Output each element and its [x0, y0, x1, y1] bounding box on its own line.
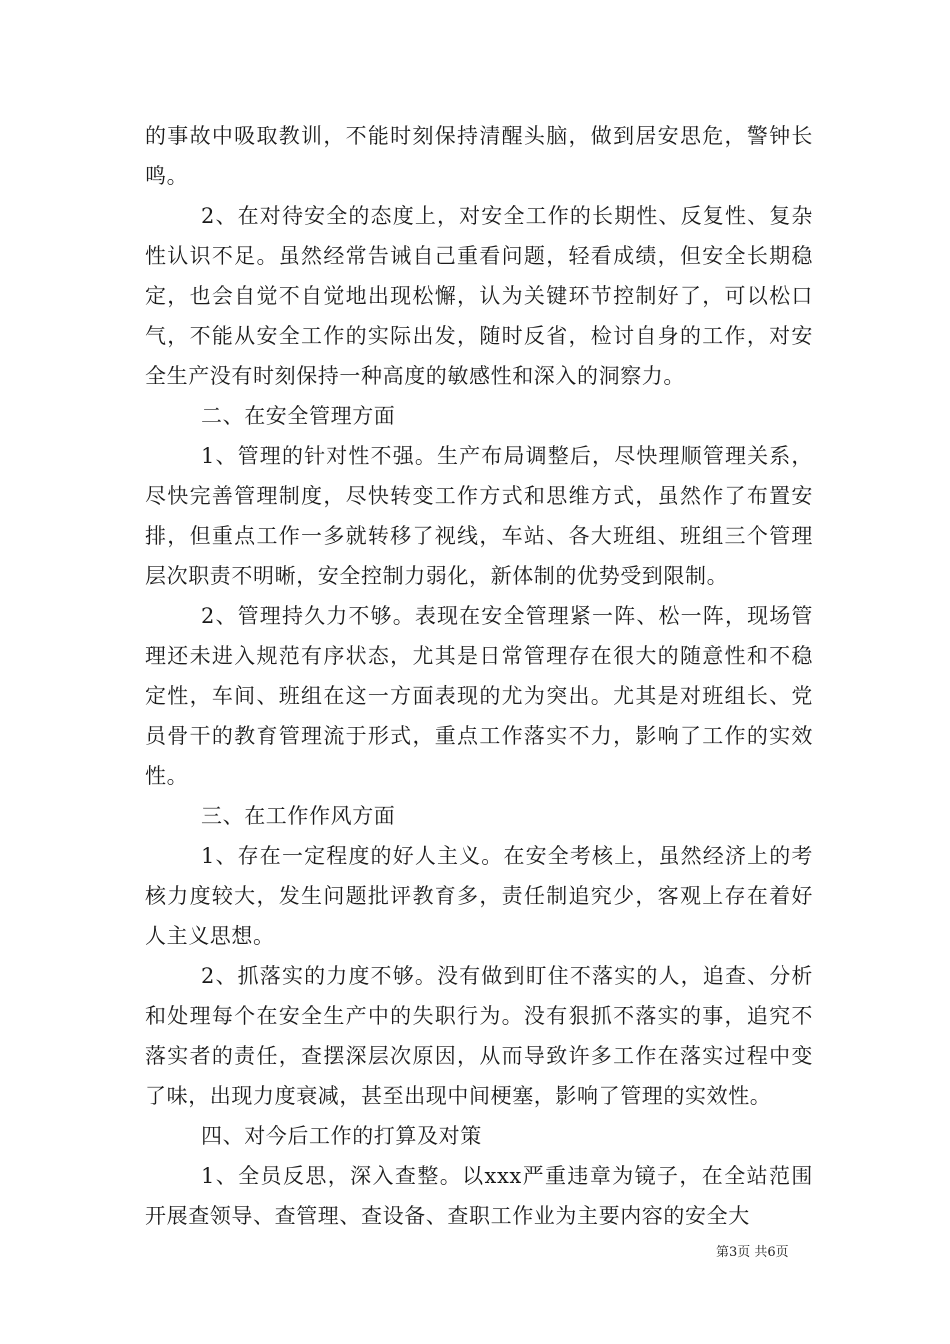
section-heading-future-plans: 四、对今后工作的打算及对策 — [201, 1124, 482, 1148]
paragraph-reflection: 1、全员反思，深入查整。以xxx严重违章为镜子，在全站范围开展查领导、查管理、查设备、查职工作业为主要内容的安全大 — [145, 1164, 813, 1228]
section-heading-management: 二、在安全管理方面 — [201, 404, 396, 428]
paragraph-attitude: 2、在对待安全的态度上，对安全工作的长期性、反复性、复杂性认识不足。虽然经常告诫自己重看问题，轻看成绩，但安全长期稳定，也会自觉不自觉地出现松懈，认为关键环节控制好了，可以松口气，不能从安全工作的实际出发，随时反省，检讨自身的工作，对安全生产没有时刻保持一种高度的敏感性和深入的洞察力。 — [145, 204, 813, 388]
paragraph-management-persistence: 2、管理持久力不够。表现在安全管理紧一阵、松一阵，现场管理还未进入规范有序状态，尤其是日常管理存在很大的随意性和不稳定性，车间、班组在这一方面表现的尤为突出。尤其是对班组长、党员骨干的教育管理流于形式，重点工作落实不力，影响了工作的实效性。 — [145, 604, 813, 788]
paragraph-implementation: 2、抓落实的力度不够。没有做到盯住不落实的人，追查、分析和处理每个在安全生产中的失职行为。没有狠抓不落实的事，追究不落实者的责任，查摆深层次原因，从而导致许多工作在落实过程中变了味，出现力度衰减，甚至出现中间梗塞，影响了管理的实效性。 — [145, 964, 813, 1108]
document-body — [145, 116, 813, 1236]
paragraph-continuation: 的事故中吸取教训，不能时刻保持清醒头脑，做到居安思危，警钟长鸣。 — [145, 124, 813, 188]
paragraph-management-targeting: 1、管理的针对性不强。生产布局调整后，尽快理顺管理关系，尽快完善管理制度，尽快转变工作方式和思维方式，虽然作了布置安排，但重点工作一多就转移了视线，车站、各大班组、班组三个管理层次职责不明晰，安全控制力弱化，新体制的优势受到限制。 — [145, 444, 813, 588]
section-heading-work-style: 三、在工作作风方面 — [201, 804, 396, 828]
paragraph-good-person-ism: 1、存在一定程度的好人主义。在安全考核上，虽然经济上的考核力度较大，发生问题批评教育多，责任制追究少，客观上存在着好人主义思想。 — [145, 844, 813, 948]
page-number-footer: 第3页 共6页 — [716, 1245, 789, 1260]
